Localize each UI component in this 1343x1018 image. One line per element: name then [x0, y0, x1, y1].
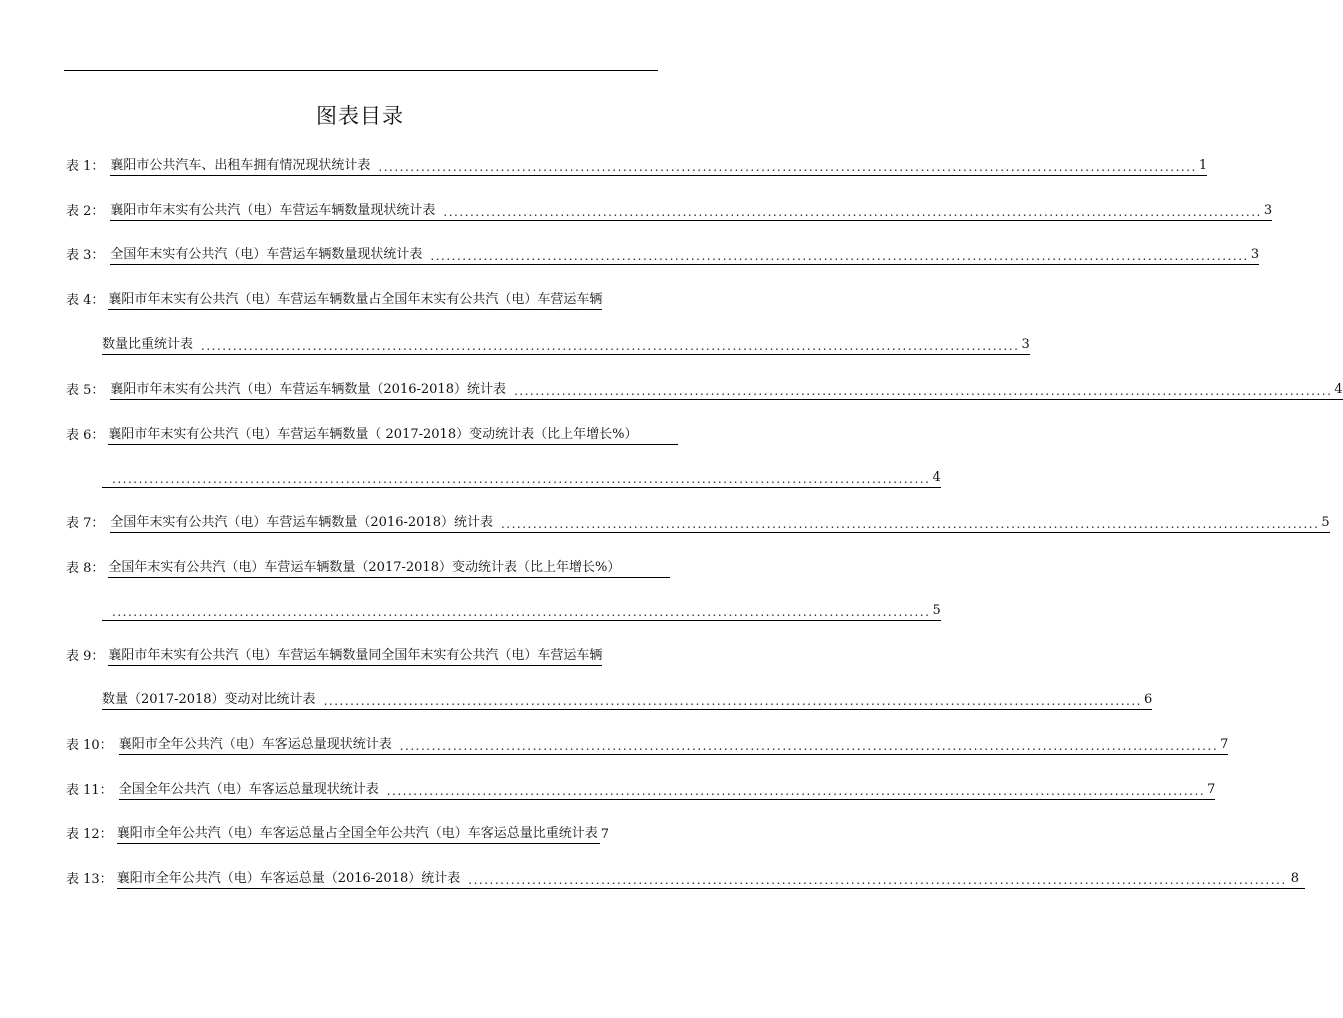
- toc-entry-text: 襄阳市年末实有公共汽（电）车营运车辆数量同全国年末实有公共汽（电）车营运车辆: [108, 647, 602, 666]
- toc-entry-text: 襄阳市全年公共汽（电）车客运总量占全国全年公共汽（电）车客运总量比重统计表: [117, 825, 600, 844]
- toc-entry-13[interactable]: [66, 869, 1299, 889]
- toc-entry-text: 全国年末实有公共汽（电）车营运车辆数量现状统计表: [110, 246, 424, 265]
- toc-leader: ..........................................................................................................................................................: [195, 338, 1019, 355]
- toc-entry-2[interactable]: [66, 201, 1273, 221]
- toc-leader: ..........................................................................................................................................................: [495, 516, 1319, 533]
- toc-entry-4-continued[interactable]: [102, 335, 1030, 355]
- toc-entry-text: 全国全年公共汽（电）车客运总量现状统计表: [119, 781, 381, 800]
- toc-entry-7[interactable]: [66, 513, 1330, 533]
- toc-entry-label: 表 1：: [66, 159, 105, 174]
- toc-entry-text: 襄阳市公共汽车、出租车拥有情况现状统计表: [110, 157, 372, 176]
- toc-entry-12[interactable]: [66, 824, 666, 844]
- toc-entry-text: 襄阳市全年公共汽（电）车客运总量现状统计表: [119, 736, 394, 755]
- toc-entry-text: 襄阳市全年公共汽（电）车客运总量（2016-2018）统计表: [117, 870, 463, 889]
- toc-entry-text-continued: 数量比重统计表: [102, 336, 195, 355]
- toc-entry-1[interactable]: [66, 156, 1208, 176]
- toc-leader: ..........................................................................................................................................................: [424, 248, 1248, 265]
- toc-entry-6[interactable]: [66, 425, 678, 445]
- toc-leader: ..........................................................................................................................................................: [372, 159, 1196, 176]
- toc-page-number: 7: [1218, 736, 1228, 755]
- toc-entry-10[interactable]: [66, 735, 1229, 755]
- toc-leader: ..........................................................................................................................................................: [508, 383, 1332, 400]
- toc-entry-text: 襄阳市年末实有公共汽（电）车营运车辆数量现状统计表: [110, 202, 437, 221]
- toc-entry-label: 表 11：: [66, 783, 113, 798]
- toc-entry-text-continued: 数量（2017-2018）变动对比统计表: [102, 691, 318, 710]
- toc-entry-label: 表 2：: [66, 204, 105, 219]
- toc-entry-label: 表 5：: [66, 383, 105, 398]
- toc-entry-11[interactable]: [66, 780, 1216, 800]
- toc-page-number: 5: [1319, 514, 1329, 533]
- toc-leader: ..........................................................................................................................................................: [318, 693, 1142, 710]
- toc-page-number: 1: [1197, 157, 1207, 176]
- toc-entry-6-continued[interactable]: [102, 468, 941, 488]
- toc-entry-label: 表 13：: [66, 872, 113, 887]
- toc-entry-3[interactable]: [66, 245, 1260, 265]
- toc-entry-text: 襄阳市年末实有公共汽（电）车营运车辆数量占全国年末实有公共汽（电）车营运车辆: [108, 291, 602, 310]
- toc-entry-text: 襄阳市年末实有公共汽（电）车营运车辆数量（2016-2018）统计表: [110, 381, 508, 400]
- toc-entry-label: 表 10：: [66, 738, 113, 753]
- toc-entry-label: 表 12：: [66, 827, 113, 842]
- toc-entry-label: 表 4：: [66, 293, 105, 308]
- toc-entry-label: 表 3：: [66, 248, 105, 263]
- toc-entry-label: 表 6：: [66, 428, 105, 443]
- toc-page-number: 7: [600, 827, 609, 842]
- page-title: 图表目录: [316, 104, 404, 128]
- toc-leader: ..........................................................................................................................................................: [462, 872, 1286, 889]
- toc-page-number: 8: [1287, 870, 1305, 889]
- toc-entry-4[interactable]: [66, 290, 666, 310]
- toc-page-number: 5: [930, 602, 940, 621]
- toc-entry-8[interactable]: [66, 558, 670, 578]
- toc-leader: ..........................................................................................................................................................: [437, 204, 1261, 221]
- toc-entry-text: 全国年末实有公共汽（电）车营运车辆数量（2016-2018）统计表: [110, 514, 495, 533]
- toc-entry-label: 表 8：: [66, 561, 105, 576]
- toc-page-number: 3: [1249, 246, 1259, 265]
- toc-page-number: 3: [1019, 336, 1029, 355]
- toc-entry-text: 襄阳市年末实有公共汽（电）车营运车辆数量（ 2017-2018）变动统计表（比上年增长%）: [108, 426, 637, 445]
- toc-page-number: 3: [1262, 202, 1272, 221]
- toc-entry-9-continued[interactable]: [102, 690, 1153, 710]
- toc-leader: ..........................................................................................................................................................: [102, 604, 930, 621]
- toc-entry-underline: [637, 444, 678, 445]
- toc-entry-text: 全国年末实有公共汽（电）车营运车辆数量（2017-2018）变动统计表（比上年增长%）: [108, 559, 620, 578]
- toc-leader: ..........................................................................................................................................................: [394, 738, 1218, 755]
- toc-page-number: 6: [1142, 691, 1152, 710]
- toc-page-number: 4: [1332, 381, 1342, 400]
- toc-entry-underline: [620, 577, 670, 578]
- toc-entry-label: 表 7：: [66, 516, 105, 531]
- toc-leader: ..........................................................................................................................................................: [102, 471, 930, 488]
- toc-leader: ..........................................................................................................................................................: [381, 783, 1205, 800]
- toc-entry-label: 表 9：: [66, 649, 105, 664]
- toc-page-number: 4: [930, 469, 940, 488]
- toc-entry-8-continued[interactable]: [102, 601, 941, 621]
- toc-page-number: 7: [1205, 781, 1215, 800]
- toc-entry-5[interactable]: [66, 380, 1343, 400]
- toc-entry-9[interactable]: [66, 646, 666, 666]
